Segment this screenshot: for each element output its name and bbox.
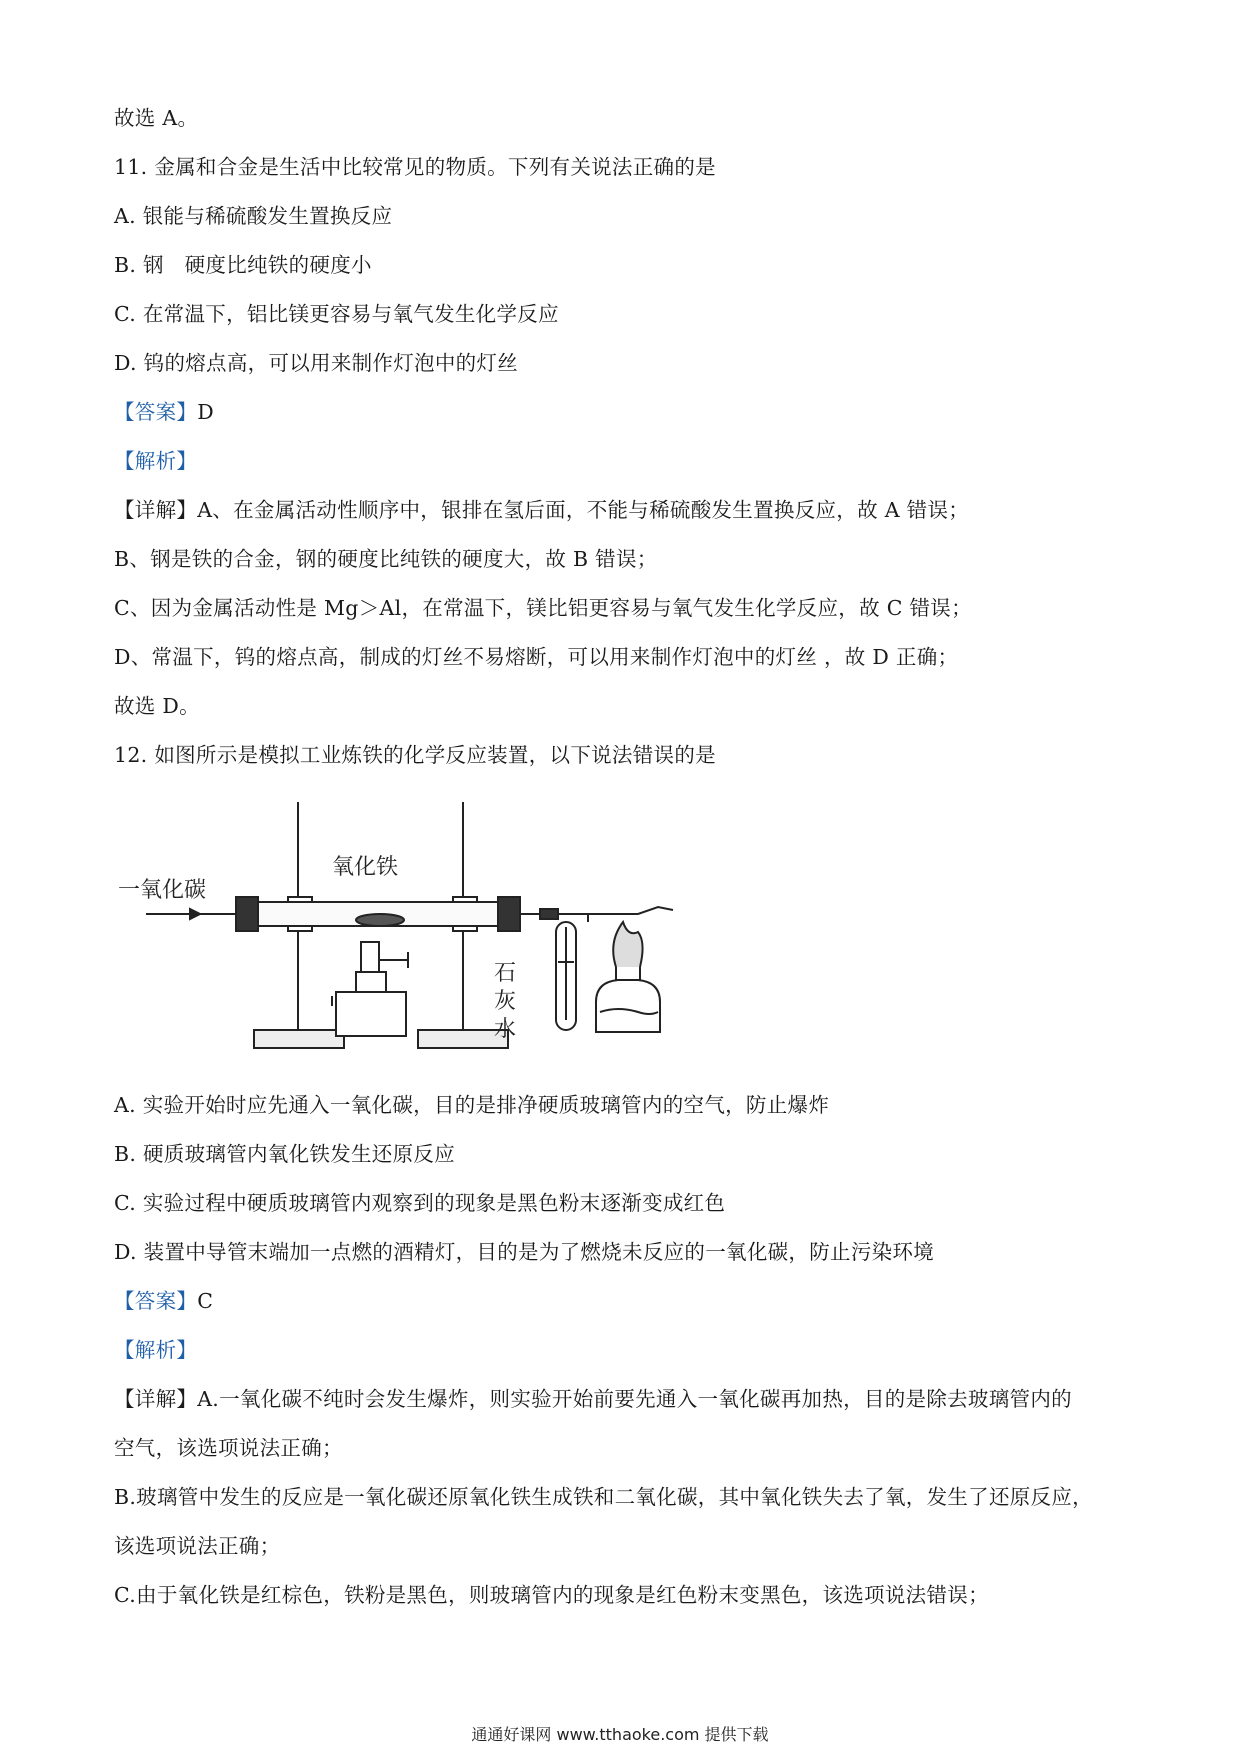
q11-detail-a	[114, 495, 1140, 525]
answer-label: 【答案】	[114, 1289, 198, 1313]
flame	[613, 922, 642, 967]
q11-analysis	[114, 446, 1140, 476]
q12-option-b: B. 硬质玻璃管内氧化铁发生还原反应	[114, 1142, 455, 1166]
detail-text: A.一氧化碳不纯时会发生爆炸，则实验开始前要先通入一氧化碳再加热，目的是除去玻璃管内的	[197, 1387, 1072, 1411]
iron-smelting-apparatus-figure	[118, 792, 718, 1057]
q12-option-d: D. 装置中导管末端加一点燃的酒精灯，目的是为了燃烧未反应的一氧化碳，防止污染环境	[114, 1240, 935, 1264]
limewater-label-3: 水	[494, 1017, 517, 1042]
q12-option-a: A. 实验开始时应先通入一氧化碳，目的是排净硬质玻璃管内的空气，防止爆炸	[114, 1093, 830, 1117]
analysis-label: 【解析】	[114, 449, 198, 473]
q11-option-a: A. 银能与稀硫酸发生置换反应	[114, 204, 393, 228]
answer-value: C	[197, 1289, 214, 1313]
q11-stem: 11. 金属和合金是生活中比较常见的物质。下列有关说法正确的是	[114, 155, 716, 179]
q12-detail-b-line2: 该选项说法正确；	[114, 1534, 281, 1558]
iron-oxide-powder	[356, 914, 404, 926]
q12-detail-a-line2: 空气，该选项说法正确；	[114, 1436, 343, 1460]
answer-value: D	[197, 400, 214, 424]
alcohol-lamp	[596, 980, 660, 1032]
q12-answer	[114, 1286, 1140, 1316]
q12-detail-a-line1	[114, 1384, 1140, 1414]
detail-label: 【详解】	[114, 498, 198, 522]
q11-detail-d: D、常温下，钨的熔点高，制成的灯丝不易熔断，可以用来制作灯泡中的灯丝 ，故 D 正确；	[114, 645, 959, 669]
q12-detail-c: C.由于氧化铁是红棕色，铁粉是黑色，则玻璃管内的现象是红色粉末变黑色，该选项说法错误；	[114, 1583, 989, 1607]
q11-answer	[114, 397, 1140, 427]
limewater-label-1: 石	[494, 961, 517, 986]
q11-conclusion: 故选 D。	[114, 694, 200, 718]
left-stopper	[236, 897, 258, 931]
q12-analysis	[114, 1335, 1140, 1365]
q11-option-d: D. 钨的熔点高，可以用来制作灯泡中的灯丝	[114, 351, 519, 375]
q11-detail-c: C、因为金属活动性是 Mg＞Al，在常温下，镁比铝更容易与氧气发生化学反应，故 C 错误；	[114, 596, 972, 620]
q11-option-c: C. 在常温下，铝比镁更容易与氧气发生化学反应	[114, 302, 559, 326]
q12-detail-b-line1: B.玻璃管中发生的反应是一氧化碳还原氧化铁生成铁和二氧化碳，其中氧化铁失去了氧，发生了还原反应，	[114, 1485, 1093, 1509]
analysis-label: 【解析】	[114, 1338, 198, 1362]
detail-text: A、在金属活动性顺序中，银排在氢后面，不能与稀硫酸发生置换反应，故 A 错误；	[197, 498, 970, 522]
alcohol-burner	[336, 992, 406, 1036]
limewater-label-2: 灰	[494, 989, 517, 1014]
q12-stem: 12. 如图所示是模拟工业炼铁的化学反应装置，以下说法错误的是	[114, 743, 716, 767]
q11-option-b: B. 钢 硬度比纯铁的硬度小	[114, 253, 372, 277]
detail-label: 【详解】	[114, 1387, 198, 1411]
right-stopper	[498, 897, 520, 931]
q11-detail-b: B、钢是铁的合金，钢的硬度比纯铁的硬度大，故 B 错误；	[114, 547, 658, 571]
iron-oxide-label: 氧化铁	[332, 855, 399, 880]
page-footer: 通通好课网 www.tthaoke.com 提供下载	[471, 1725, 769, 1744]
q12-option-c: C. 实验过程中硬质玻璃管内观察到的现象是黑色粉末逐渐变成红色	[114, 1191, 726, 1215]
answer-label: 【答案】	[114, 400, 198, 424]
q10-conclusion: 故选 A。	[114, 106, 199, 130]
left-stand-base	[254, 1030, 344, 1048]
co-label: 一氧化碳	[118, 878, 207, 903]
